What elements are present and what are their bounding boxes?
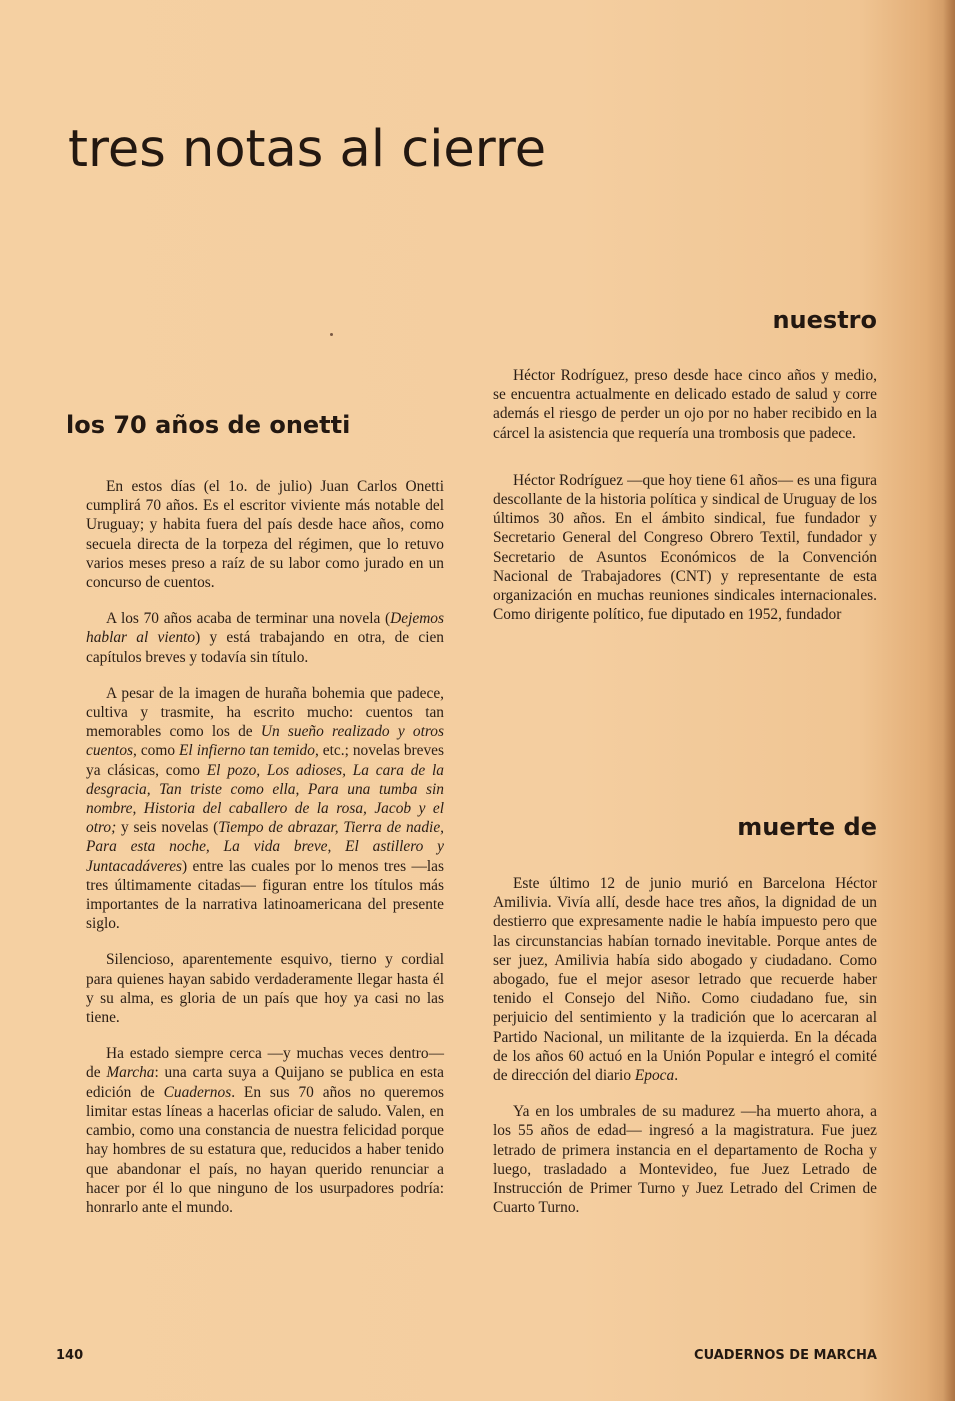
onetti-paragraph-3: A pesar de la imagen de huraña bohemia que padece, cultiva y trasmite, ha escrito mucho: cuentos tan memorables como los de Un sueño realizado y otros cuentos, como El infierno tan temido, etc.; novelas breves ya clásicas, como El pozo, Los adioses, La cara de la desgracia, Tan triste como ella, Para una tumba sin nombre, Historia del caballero de la rosa, Jacob y el otro; y seis novelas (Tiempo de abrazar, Tierra de nadie, Para esta noche, La vida breve, El astillero y Juntacadáveres) entre las cuales por lo menos tres —las tres últimamente citadas— figuran entre los títulos más importantes de la narrativa latinoamericana del presente siglo.	[86, 684, 444, 933]
onetti-paragraph-2: A los 70 años acaba de terminar una novela (Dejemos hablar al viento) y está trabajando en otra, de cien capítulos breves y todavía sin título.	[86, 610, 444, 666]
onetti-section-title: los 70 años de onetti	[66, 411, 351, 439]
muerte-paragraph-1: Este último 12 de junio murió en Barcelona Héctor Amilivia. Vivía allí, desde hace tres años, la dignidad de un destierro que expresamente nadie le había impuesto pero que las circunstancias habían tornado inevitable. Porque antes de ser juez, Amilivia había sido abogado y ciudadano. Como abogado, fue el mejor asesor letrado que recuerde haber tenido el Consejo del Niño. Como ciudadano fue, sin perjuicio del sentimiento y la tradición que lo acercaran al Partido Nacional, un militante de la izquierda. En la década de los años 60 actuó en la Unión Popular e integró el comité de dirección del diario Epoca.	[493, 875, 877, 1085]
nuestro-article	[493, 366, 877, 624]
onetti-paragraph-5: Ha estado siempre cerca —y muchas veces dentro— de Marcha: una carta suya a Quijano se publica en esta edición de Cuadernos. En sus 70 años no queremos limitar estas líneas a hacerlas oficiar de saludo. Valen, en cambio, como una constancia de nuestra felicidad porque hay hombres de su estatura que, reducidos a haber tenido que abandonar el país, no hayan querido renunciar a hacer por él lo que ninguno de los usurpadores podría: honrarlo ante el mundo.	[86, 1045, 445, 1216]
nuestro-section-title: nuestro	[772, 306, 877, 334]
page-number: 140	[56, 1348, 84, 1363]
onetti-paragraph-1: En estos días (el 1o. de julio) Juan Carlos Onetti cumplirá 70 años. Es el escritor viviente más notable del Uruguay; y habita fuera del país desde hace años, como secuela directa de la torpeza del régimen, que lo retuvo varios meses preso a raíz de su labor como jurado en un concurso de cuentos.	[86, 478, 444, 592]
ink-speck	[330, 333, 333, 336]
page-title: tres notas al cierre	[68, 120, 547, 179]
publication-name: CUADERNOS DE MARCHA	[694, 1348, 877, 1363]
muerte-section-title: muerte de	[737, 813, 877, 841]
nuestro-paragraph-2: Héctor Rodríguez —que hoy tiene 61 años— es una figura descollante de la historia política y sindical de Uruguay de los últimos 30 años. En el ámbito sindical, fue fundador y Secretario General del Congreso Obrero Textil, fundador y Secretario de Asuntos Económicos de la Convención Nacional de Trabajadores (CNT) y representante de esta organización en muchas reuniones sindicales internacionales. Como dirigente político, fue diputado en 1952, fundador	[493, 471, 877, 624]
muerte-article	[493, 874, 877, 1217]
onetti-paragraph-4: Silencioso, aparentemente esquivo, tierno y cordial para quienes hayan sabido verdaderamente llegar hasta él y su alma, es gloria de un país que hoy ya casi no las tiene.	[86, 951, 444, 1027]
muerte-paragraph-2: Ya en los umbrales de su madurez —ha muerto ahora, a los 55 años de edad— ingresó a la magistratura. Fue juez letrado de primera instancia en el departamento de Rocha y luego, trasladado a Montevideo, fue Juez Letrado de Instrucción de Primer Turno y Juez Letrado del Crimen de Cuarto Turno.	[493, 1103, 877, 1217]
nuestro-paragraph-1: Héctor Rodríguez, preso desde hace cinco años y medio, se encuentra actualmente en delicado estado de salud y corre además el riesgo de perder un ojo por no haber recibido en la cárcel la asistencia que requería una trombosis que padece.	[493, 367, 877, 442]
page-edge-shadow	[943, 0, 955, 1401]
onetti-article	[86, 477, 444, 1217]
